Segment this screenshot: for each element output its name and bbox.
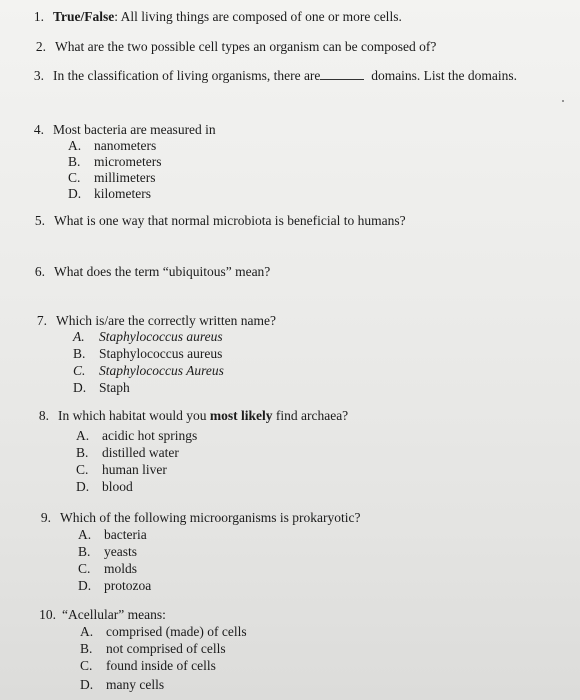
option-letter: A. [76,428,90,443]
option-letter: A. [78,527,92,542]
option-text: protozoa [104,578,152,593]
option [80,677,164,694]
option [73,346,222,363]
option-text: acidic hot springs [102,428,198,443]
answer-blank [320,68,364,80]
option [68,186,151,203]
question-text: What is one way that normal microbiota is beneficial to humans? [54,213,406,228]
option-text: Staphylococcus aureus [99,329,223,344]
question-5 [23,213,406,230]
question-2 [24,39,436,56]
option [78,561,137,578]
option-letter: D. [80,677,94,692]
option [73,363,224,380]
question-label: True/False [53,9,115,24]
option-text: molds [104,561,138,576]
option-letter: B. [73,346,86,361]
question-text: Which is/are the correctly written name? [56,313,277,328]
option-letter: C. [68,170,81,185]
question-number: 8. [38,408,49,423]
option [80,641,226,658]
option-letter: D. [68,186,82,201]
question-text: In which habitat would you [58,408,210,423]
question-9 [29,510,360,527]
question-number: 7. [36,313,47,328]
option [68,154,161,171]
question-text: What does the term “ubiquitous” mean? [54,264,271,279]
question-number: 10. [39,607,56,622]
question-number: 1. [33,9,44,24]
option [78,544,137,561]
question-number: 6. [34,264,45,279]
option [73,380,130,397]
question-number: 2. [35,39,46,54]
option-letter: C. [78,561,91,576]
option-text: comprised (made) of cells [106,624,247,639]
question-emphasis: most likely [209,408,273,423]
option-text: distilled water [102,445,179,460]
question-number: 3. [33,68,44,83]
question-text: What are the two possible cell types an organism can be composed of? [55,39,437,54]
option [78,527,147,544]
option-letter: A. [73,329,85,344]
option-text: millimeters [94,170,156,185]
option-letter: C. [76,462,89,477]
option-letter: D. [78,578,92,593]
option-text: Staph [99,380,130,395]
option-text: nanometers [94,138,157,153]
question-1 [22,9,402,26]
question-text: Which of the following microorganisms is prokaryotic? [60,510,361,525]
option-letter: B. [68,154,81,169]
question-3 [22,68,517,85]
question-number: 5. [34,213,45,228]
option [76,428,197,445]
option-letter: B. [80,641,93,656]
question-text: Most bacteria are measured in [53,122,216,137]
question-text: “Acellular” means: [62,607,166,622]
option-letter: A. [68,138,82,153]
option [68,170,156,187]
option [76,462,167,479]
option-letter: C. [80,658,93,673]
speck [562,100,564,102]
question-number: 4. [33,122,44,137]
option [76,445,179,462]
option-text: Staphylococcus aureus [99,346,223,361]
option-letter: D. [73,380,87,395]
question-10 [32,607,166,624]
question-6 [23,264,270,281]
question-number: 9. [40,510,51,525]
option-letter: B. [78,544,91,559]
option-text: human liver [102,462,167,477]
option [80,624,247,641]
option-letter: D. [76,479,90,494]
option-letter: B. [76,445,89,460]
question-text-after: find archaea? [272,408,349,423]
option-text: bacteria [104,527,147,542]
question-8 [27,408,348,425]
option-letter: A. [80,624,94,639]
question-7 [25,313,276,330]
option [78,578,151,595]
question-text: In the classification of living organisms, there are [53,68,321,83]
option-text: micrometers [94,154,162,169]
option-text: Staphylococcus Aureus [99,363,224,378]
option [80,658,216,675]
option-text: not comprised of cells [106,641,226,656]
question-4 [22,122,216,139]
option-text: found inside of cells [106,658,216,673]
option-text: kilometers [94,186,151,201]
question-text-after: domains. List the domains. [371,68,518,83]
option-text: many cells [106,677,165,692]
option-letter: C. [73,363,86,378]
option-text: yeasts [104,544,137,559]
option [73,329,223,346]
option [68,138,156,155]
question-text: : All living things are composed of one or more cells. [114,9,402,24]
option [76,479,133,496]
option-text: blood [102,479,133,494]
